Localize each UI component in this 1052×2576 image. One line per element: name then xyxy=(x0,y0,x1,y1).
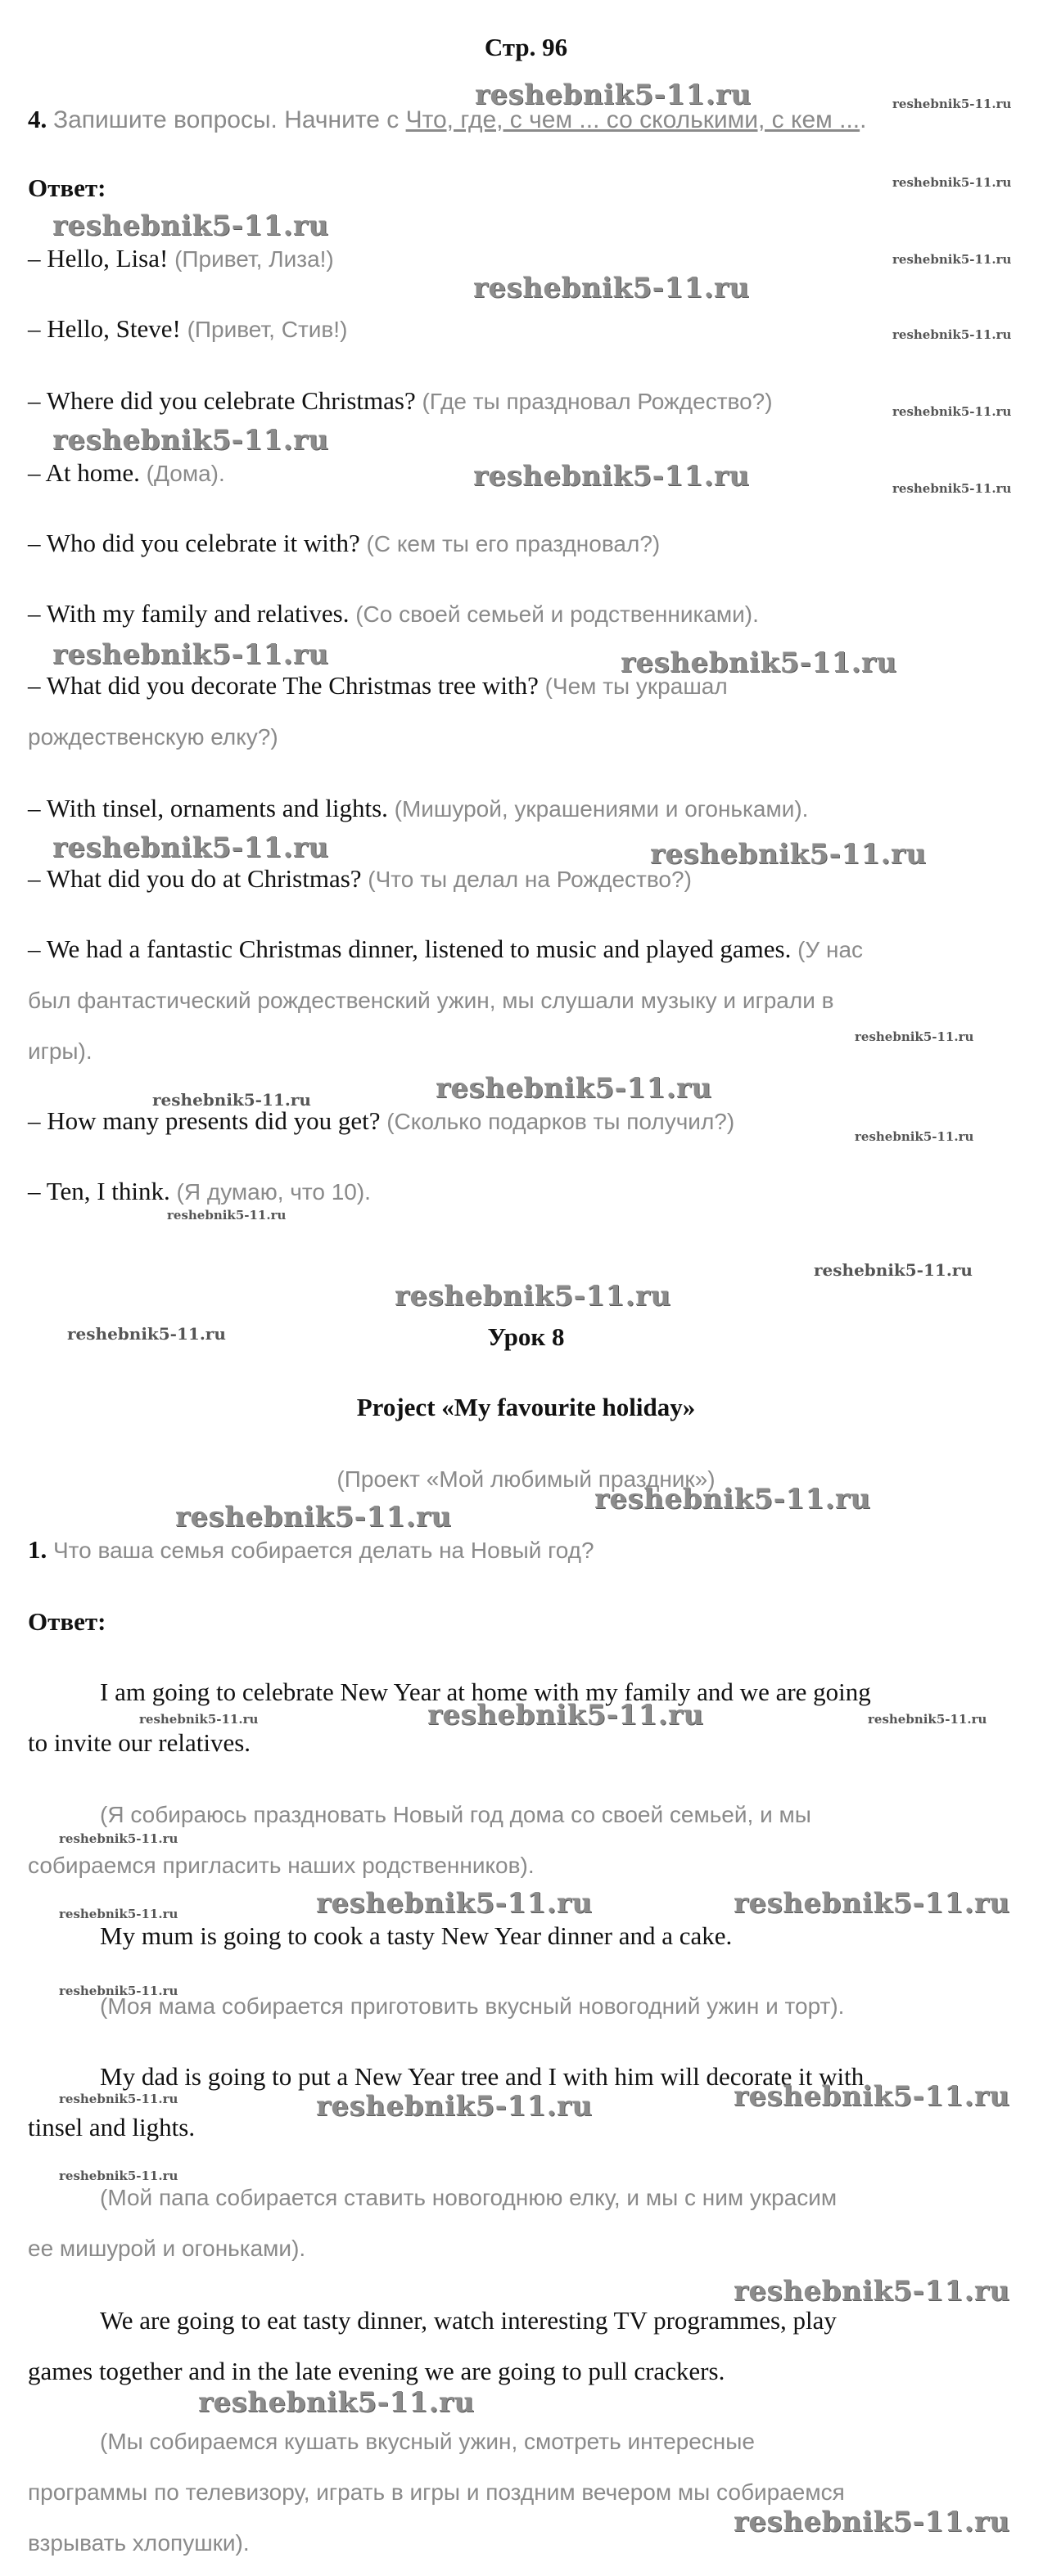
dialogue-line-cont: рождественскую елку?) xyxy=(28,724,278,750)
paragraph-en: My dad is going to put a New Year tree and I with him will decorate it with xyxy=(100,2062,865,2091)
task1-number: 1. xyxy=(28,1535,47,1564)
watermark: reshebnik5-11.ru xyxy=(734,2080,1010,2113)
watermark: reshebnik5-11.ru xyxy=(892,481,1012,496)
watermark: reshebnik5-11.ru xyxy=(473,460,750,493)
paragraph-en: We are going to eat tasty dinner, watch interesting TV programmes, play xyxy=(100,2306,837,2335)
task1-question: 1. Что ваша семья собирается делать на Новый год? xyxy=(28,1535,594,1564)
watermark: reshebnik5-11.ru xyxy=(52,638,329,671)
watermark: reshebnik5-11.ru xyxy=(59,2168,178,2183)
lesson-title: Урок 8 xyxy=(487,1322,565,1351)
watermark: reshebnik5-11.ru xyxy=(59,1907,178,1921)
dialogue-line: – With tinsel, ornaments and lights. (Мишурой, украшениями и огоньками). xyxy=(28,794,809,822)
dialogue-line-cont: игры). xyxy=(28,1038,93,1064)
watermark: reshebnik5-11.ru xyxy=(59,2092,178,2106)
task4-intro: Запишите вопросы. Начните с xyxy=(53,106,406,133)
task1-answer-label: Ответ: xyxy=(28,1607,106,1636)
project-title-ru: (Проект «Мой любимый праздник») xyxy=(336,1466,716,1492)
paragraph-ru: (Мой папа собирается ставить новогоднюю елку, и мы с ним украсим xyxy=(100,2185,838,2210)
watermark: reshebnik5-11.ru xyxy=(892,252,1012,267)
paragraph-en: tinsel and lights. xyxy=(28,2113,196,2141)
dialogue-line: – We had a fantastic Christmas dinner, listened to music and played games. (У нас xyxy=(28,934,864,963)
watermark: reshebnik5-11.ru xyxy=(316,1887,593,1920)
watermark: reshebnik5-11.ru xyxy=(855,1129,974,1144)
watermark: reshebnik5-11.ru xyxy=(167,1208,287,1223)
watermark: reshebnik5-11.ru xyxy=(892,97,1012,111)
watermark: reshebnik5-11.ru xyxy=(59,1831,178,1846)
paragraph-en: to invite our relatives. xyxy=(28,1728,251,1757)
watermark: reshebnik5-11.ru xyxy=(152,1090,311,1110)
dialogue-line: – At home. (Дома). xyxy=(28,458,225,487)
dialogue-line-cont: был фантастический рождественский ужин, мы слушали музыку и играли в xyxy=(28,988,834,1013)
watermark: reshebnik5-11.ru xyxy=(892,327,1012,342)
watermark: reshebnik5-11.ru xyxy=(198,2386,475,2419)
watermark: reshebnik5-11.ru xyxy=(892,175,1012,190)
watermark: reshebnik5-11.ru xyxy=(427,1699,704,1732)
watermark: reshebnik5-11.ru xyxy=(52,831,329,864)
watermark: reshebnik5-11.ru xyxy=(855,1029,974,1044)
watermark: reshebnik5-11.ru xyxy=(316,2090,593,2123)
paragraph-ru: ее мишурой и огоньками). xyxy=(28,2236,306,2261)
paragraph-ru: собираемся пригласить наших родственников). xyxy=(28,1853,535,1878)
paragraph-en: My mum is going to cook a tasty New Year dinner and a cake. xyxy=(100,1921,733,1950)
watermark: reshebnik5-11.ru xyxy=(814,1260,973,1280)
watermark: reshebnik5-11.ru xyxy=(868,1712,987,1727)
dialogue-line: – What did you do at Christmas? (Что ты делал на Рождество?) xyxy=(28,864,692,893)
dialogue-line: – Hello, Steve! (Привет, Стив!) xyxy=(28,314,348,343)
page-number-heading: Стр. 96 xyxy=(484,33,568,61)
project-title: Project «My favourite holiday» xyxy=(356,1393,696,1421)
dialogue-line: – Who did you celebrate it with? (С кем ты его праздновал?) xyxy=(28,529,661,557)
watermark: reshebnik5-11.ru xyxy=(734,1887,1010,1920)
watermark: reshebnik5-11.ru xyxy=(475,79,752,111)
paragraph-ru: (Я собираюсь праздновать Новый год дома со своей семьей, и мы xyxy=(100,1802,811,1827)
watermark: reshebnik5-11.ru xyxy=(734,2506,1010,2538)
watermark: reshebnik5-11.ru xyxy=(650,838,927,871)
watermark: reshebnik5-11.ru xyxy=(59,1984,178,1998)
paragraph-en: games together and in the late evening we are going to pull crackers. xyxy=(28,2357,725,2385)
watermark: reshebnik5-11.ru xyxy=(734,2275,1010,2308)
task4-instruction: 4. Запишите вопросы. Начните с Что, где, с чем ... со сколькими, с кем .... xyxy=(28,105,867,133)
task4-answer-label: Ответ: xyxy=(28,173,106,202)
watermark: reshebnik5-11.ru xyxy=(436,1072,712,1105)
watermark: reshebnik5-11.ru xyxy=(594,1483,871,1515)
paragraph-ru: (Моя мама собирается приготовить вкусный новогодний ужин и торт). xyxy=(100,1993,845,2019)
watermark: reshebnik5-11.ru xyxy=(473,272,750,304)
dialogue-line: – Ten, I think. (Я думаю, что 10). xyxy=(28,1177,371,1205)
dialogue-line: – With my family and relatives. (Со своей семьей и родственниками). xyxy=(28,599,759,628)
paragraph-ru: (Мы собираемся кушать вкусный ужин, смотреть интересные xyxy=(100,2429,755,2454)
watermark: reshebnik5-11.ru xyxy=(175,1501,452,1533)
dialogue-line: – Hello, Lisa! (Привет, Лиза!) xyxy=(28,244,334,272)
watermark: reshebnik5-11.ru xyxy=(139,1712,259,1727)
watermark: reshebnik5-11.ru xyxy=(67,1324,226,1344)
task4-underlined: Что, где, с чем ... со сколькими, с кем ... xyxy=(405,106,860,133)
watermark: reshebnik5-11.ru xyxy=(892,404,1012,419)
watermark: reshebnik5-11.ru xyxy=(395,1280,671,1313)
watermark: reshebnik5-11.ru xyxy=(52,424,329,457)
paragraph-ru: программы по телевизору, играть в игры и поздним вечером мы собираемся xyxy=(28,2479,845,2505)
paragraph-en: I am going to celebrate New Year at home with my family and we are going xyxy=(100,1678,871,1706)
paragraph-ru: взрывать хлопушки). xyxy=(28,2530,250,2556)
watermark: reshebnik5-11.ru xyxy=(621,646,897,679)
dialogue-line: – Where did you celebrate Christmas? (Где ты праздновал Рождество?) xyxy=(28,386,773,415)
dialogue-line: – How many presents did you get? (Сколько подарков ты получил?) xyxy=(28,1106,735,1135)
watermark: reshebnik5-11.ru xyxy=(52,209,329,242)
dialogue-line: – What did you decorate The Christmas tree with? (Чем ты украшал xyxy=(28,671,728,700)
task4-number: 4. xyxy=(28,105,47,133)
